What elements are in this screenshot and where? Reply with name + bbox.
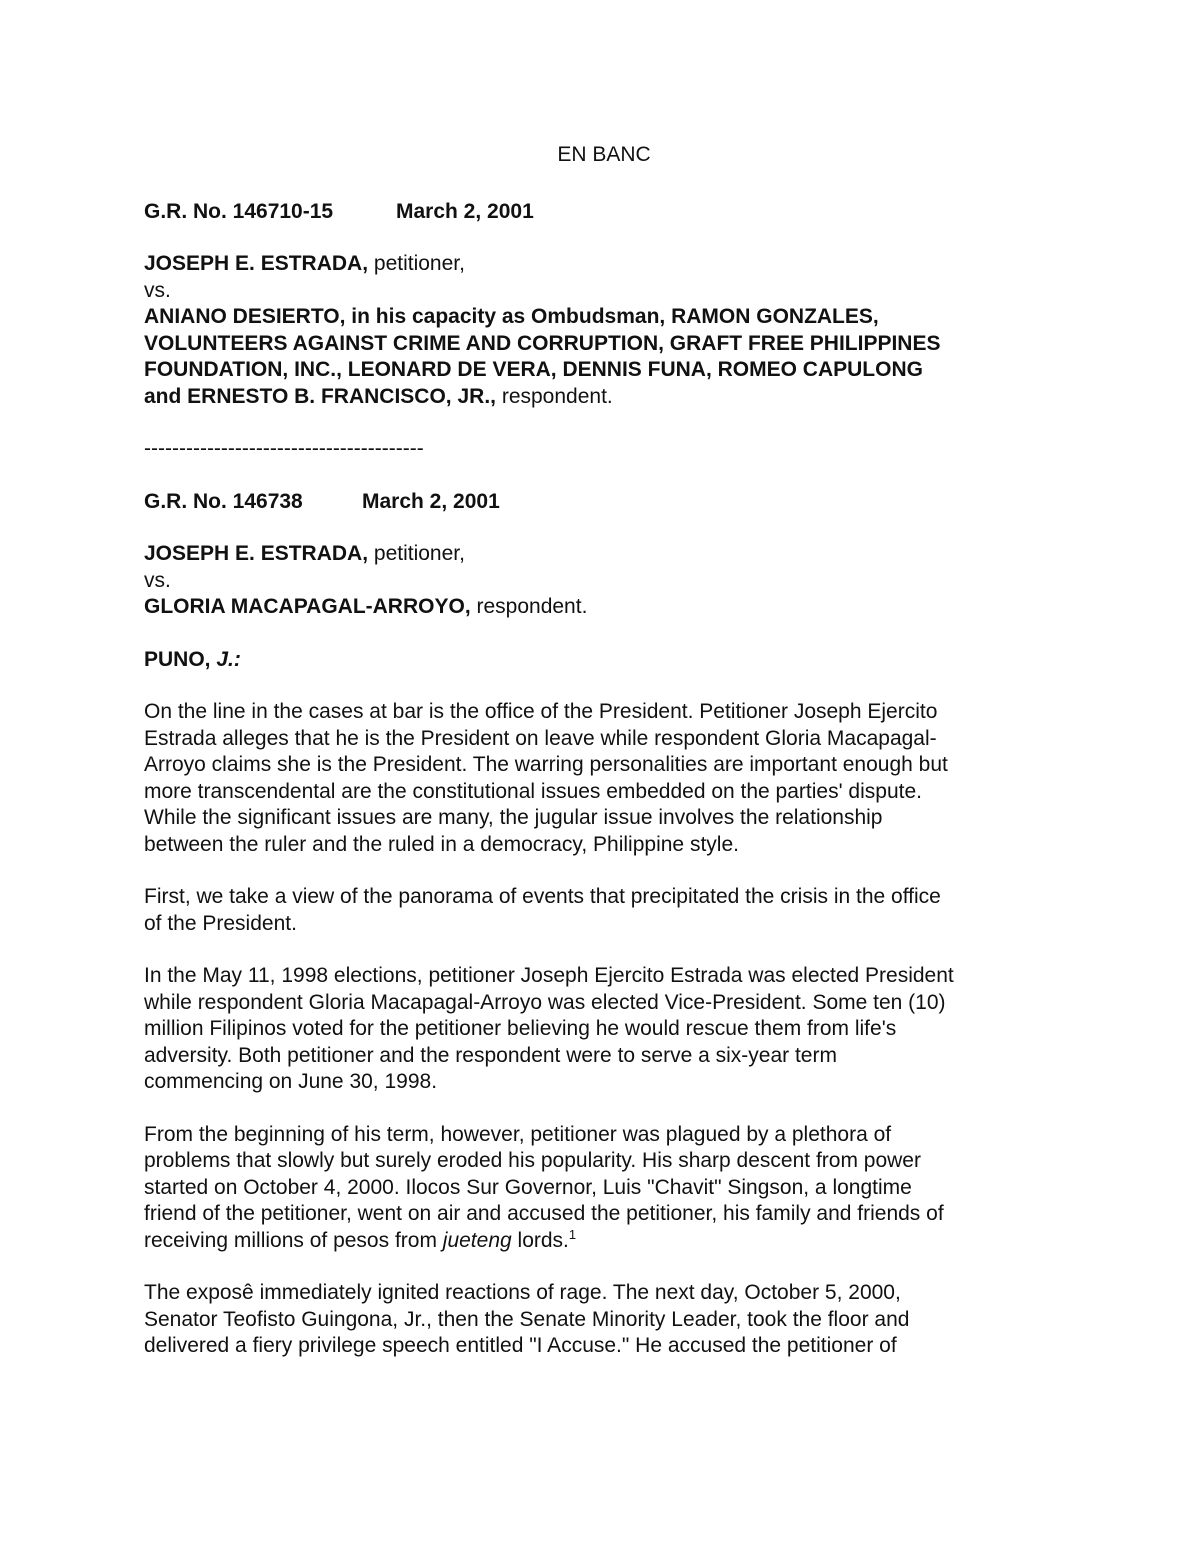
body-paragraph-1 <box>144 699 1064 858</box>
case2-respondent-line <box>144 594 1064 621</box>
p1-line-2: Estrada alleges that he is the President on leave while respondent Gloria Macapagal- <box>144 726 937 750</box>
p3-line-2: while respondent Gloria Macapagal-Arroyo was elected Vice-President. Some ten (10) <box>144 990 946 1014</box>
p5-line-1: The exposê immediately ignited reactions of rage. The next day, October 5, 2000, <box>144 1281 901 1304</box>
case2-parties <box>144 541 1064 621</box>
ponente-title: J.: <box>210 647 241 671</box>
body-paragraph-2 <box>144 884 1064 937</box>
p2-line-2: of the President. <box>144 911 297 935</box>
case1-petitioner-line <box>144 251 1064 278</box>
p3-line-4: adversity. Both petitioner and the respondent were to serve a six-year term <box>144 1043 837 1067</box>
case2-gr-number: G.R. No. 146738 <box>144 489 303 513</box>
ponente-name: PUNO, <box>144 647 211 671</box>
p4-line-4: friend of the petitioner, went on air and accused the petitioner, his family and friends of <box>144 1202 944 1225</box>
p5-line-3: delivered a fiery privilege speech entitled "I Accuse." He accused the petitioner of <box>144 1334 897 1357</box>
p3-line-1: In the May 11, 1998 elections, petitioner Joseph Ejercito Estrada was elected President <box>144 964 954 987</box>
case2-petitioner-name: JOSEPH E. ESTRADA, <box>144 542 369 565</box>
p5-line-2: Senator Teofisto Guingona, Jr., then the Senate Minority Leader, took the floor and <box>144 1307 910 1331</box>
court-division-heading <box>144 142 1064 169</box>
case2-petitioner-line <box>144 541 1064 568</box>
p4-line-2: problems that slowly but surely eroded his popularity. His sharp descent from power <box>144 1149 921 1172</box>
p4-line-3: started on October 4, 2000. Ilocos Sur Governor, Luis "Chavit" Singson, a longtime <box>144 1175 912 1199</box>
p4-line-1: From the beginning of his term, however, petitioner was plagued by a plethora of <box>144 1122 892 1146</box>
case2-date: March 2, 2001 <box>362 489 500 513</box>
p1-line-5: While the significant issues are many, the jugular issue involves the relationship <box>144 806 883 829</box>
p2-line-1: First, we take a view of the panorama of events that precipitated the crisis in the office <box>144 885 941 908</box>
body-paragraph-4 <box>144 1122 1064 1255</box>
case1-heading <box>144 199 1064 226</box>
footnote-ref-1[interactable]: 1 <box>568 1226 577 1242</box>
case1-respondents-line-2: VOLUNTEERS AGAINST CRIME AND CORRUPTION, GRAFT FREE PHILIPPINES <box>144 331 941 355</box>
case1-parties <box>144 251 1064 410</box>
p4-line-5-start: receiving millions of pesos from <box>144 1228 443 1252</box>
case1-respondents-line-4 <box>144 384 1064 411</box>
p3-line-5: commencing on June 30, 1998. <box>144 1070 438 1093</box>
case2-respondent-role: respondent. <box>470 595 588 618</box>
case2-respondent-name: GLORIA MACAPAGAL-ARROYO, <box>144 595 471 618</box>
case1-respondents-line-3: FOUNDATION, INC., LEONARD DE VERA, DENNIS FUNA, ROMEO CAPULONG <box>144 358 923 381</box>
body-paragraph-3 <box>144 963 1064 1096</box>
body-paragraph-5 <box>144 1280 1064 1360</box>
p1-line-3: Arroyo claims she is the President. The warring personalities are important enough but <box>144 753 948 776</box>
case-divider: ---------------------------------------- <box>144 437 424 460</box>
case1-date: March 2, 2001 <box>396 199 534 223</box>
case1-respondents-line-1: ANIANO DESIERTO, in his capacity as Ombudsman, RAMON GONZALES, <box>144 305 879 328</box>
p1-line-6: between the ruler and the ruled in a democracy, Philippine style. <box>144 832 739 856</box>
case1-gr-number: G.R. No. 146710-15 <box>144 199 334 223</box>
case2-heading <box>144 489 1064 516</box>
p4-jueteng-term: jueteng <box>442 1228 512 1252</box>
court-division-text: EN BANC <box>557 143 651 166</box>
document-content <box>144 142 1064 1386</box>
case1-respondents-last: and ERNESTO B. FRANCISCO, JR., <box>144 384 496 408</box>
p3-line-3: million Filipinos voted for the petitioner believing he would rescue them from life's <box>144 1017 897 1040</box>
case2-petitioner-role: petitioner, <box>368 542 465 565</box>
p1-line-4: more transcendental are the constitutional issues embedded on the parties' dispute. <box>144 779 922 803</box>
case1-petitioner-role: petitioner, <box>368 252 465 275</box>
p4-line-5-end: lords. <box>511 1228 569 1252</box>
ponente-line <box>144 647 1064 674</box>
case1-respondent-role: respondent. <box>496 384 613 408</box>
p1-line-1: On the line in the cases at bar is the office of the President. Petitioner Joseph Ejercito <box>144 700 938 723</box>
case1-petitioner-name: JOSEPH E. ESTRADA, <box>144 252 369 275</box>
case2-versus: vs. <box>144 568 171 592</box>
case1-versus: vs. <box>144 278 171 302</box>
